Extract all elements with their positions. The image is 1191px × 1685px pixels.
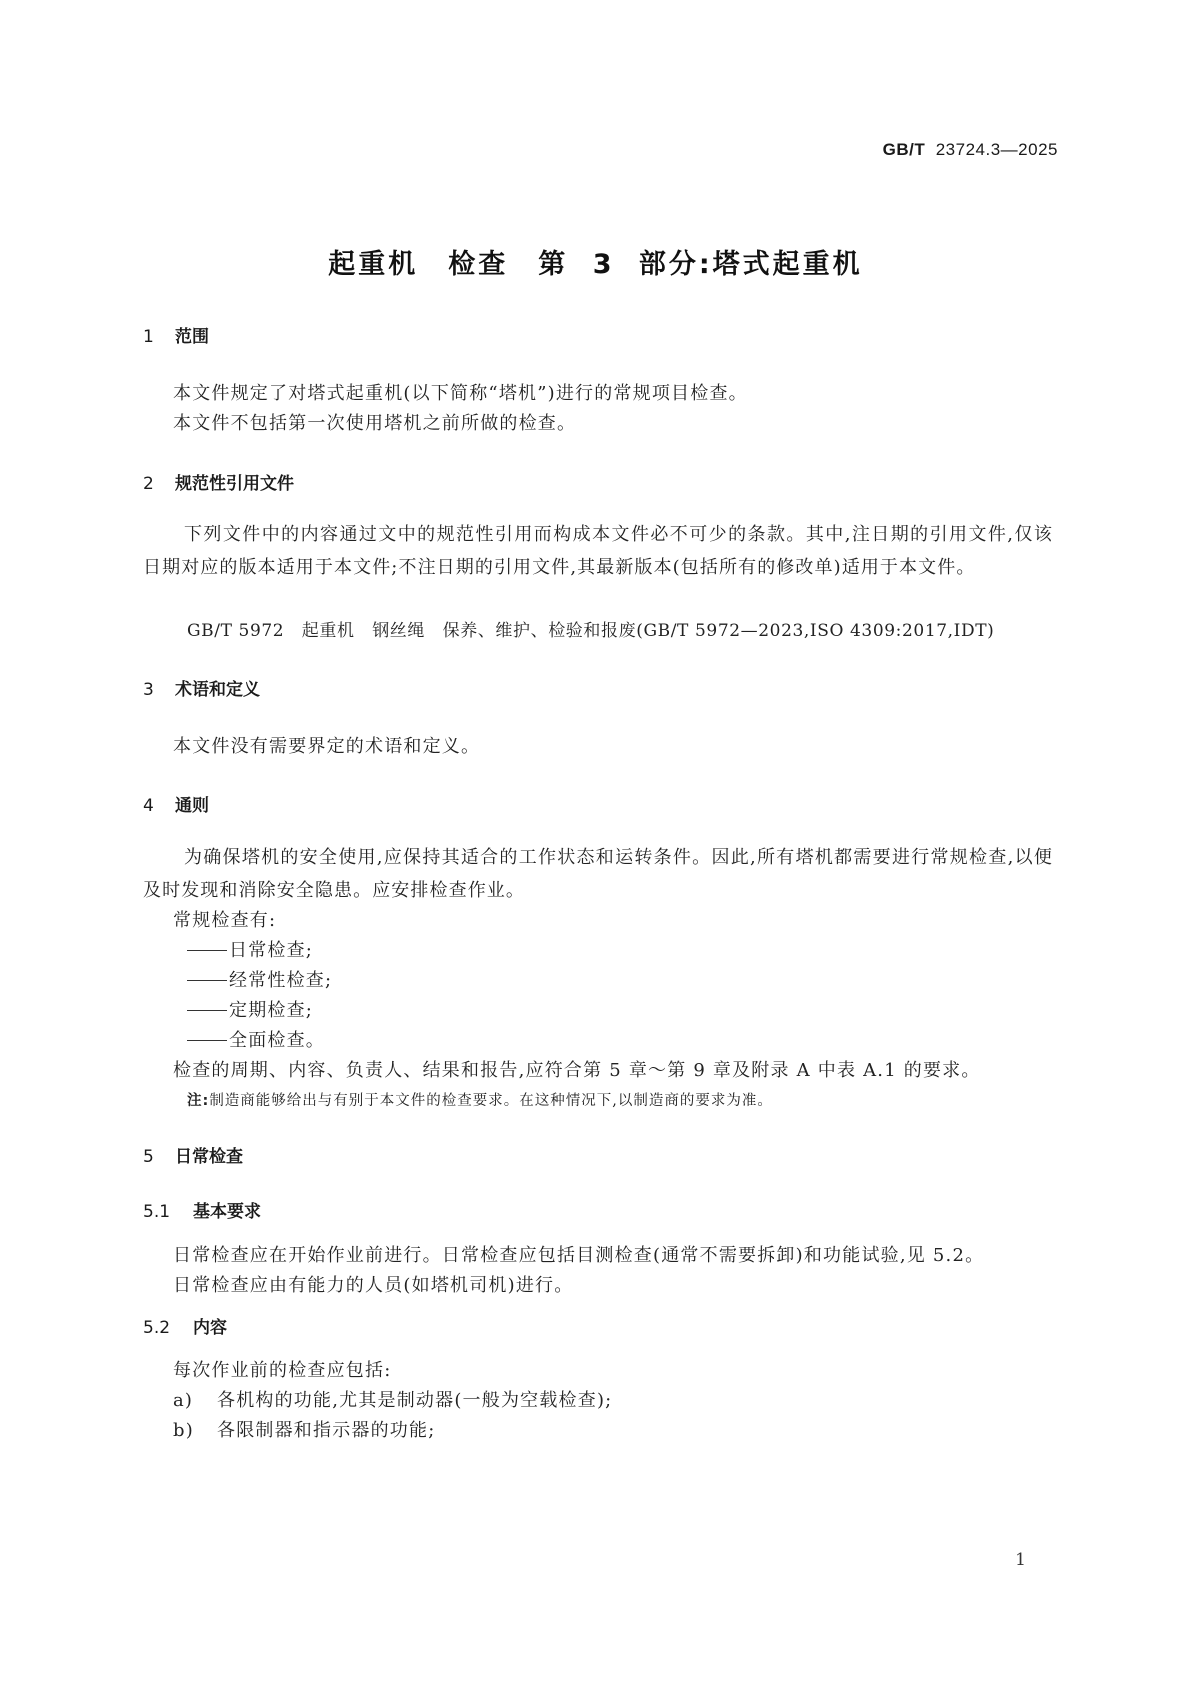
section-number: 1: [143, 327, 154, 347]
dash-marker: [187, 1040, 227, 1041]
list-item-text: 全面检查。: [229, 1030, 325, 1051]
section-2-heading: [143, 469, 294, 494]
section-title: 通则: [175, 796, 209, 816]
list-intro: 常规检查有:: [173, 910, 277, 931]
section-title: 术语和定义: [175, 680, 260, 700]
paragraph: 本文件不包括第一次使用塔机之前所做的检查。: [173, 413, 577, 434]
section-title: 规范性引用文件: [175, 474, 294, 494]
subsection-number: 5.1: [143, 1202, 171, 1222]
list-item-text: 日常检查;: [229, 940, 314, 961]
page-number: 1: [1015, 1550, 1026, 1570]
section-5-heading: [143, 1142, 243, 1167]
note-text: 制造商能够给出与有别于本文件的检查要求。在这种情况下,以制造商的要求为准。: [209, 1093, 773, 1109]
paragraph: 日常检查应由有能力的人员(如塔机司机)进行。: [173, 1275, 574, 1296]
paragraph: 本文件没有需要界定的术语和定义。: [173, 736, 481, 757]
subsection-5-1-heading: [143, 1197, 261, 1222]
list-item: [187, 1026, 325, 1052]
section-title: 范围: [175, 327, 209, 347]
normative-reference: GB/T 5972 起重机 钢丝绳 保养、维护、检验和报废(GB/T 5972—2023,ISO 4309:2017,IDT): [187, 621, 995, 641]
standard-code: [883, 140, 1058, 160]
paragraph: 检查的周期、内容、负责人、结果和报告,应符合第 5 章～第 9 章及附录 A 中表 A.1 的要求。: [173, 1060, 981, 1081]
paragraph: 日常检查应在开始作业前进行。日常检查应包括目测检查(通常不需要拆卸)和功能试验,见 5.2。: [173, 1245, 985, 1266]
subsection-5-2-heading: [143, 1313, 227, 1338]
list-item: [173, 1386, 612, 1412]
section-number: 5: [143, 1147, 154, 1167]
section-1-heading: [143, 322, 209, 347]
standard-prefix: GB/T: [882, 140, 926, 159]
section-4-heading: [143, 791, 209, 816]
dash-marker: [187, 1010, 227, 1011]
dash-marker: [187, 980, 227, 981]
list-item: [173, 1416, 435, 1442]
section-title: 日常检查: [175, 1147, 243, 1167]
paragraph: 为确保塔机的安全使用,应保持其适合的工作状态和运转条件。因此,所有塔机都需要进行常规检查,以便及时发现和消除安全隐患。应安排检查作业。: [143, 847, 1053, 901]
subsection-number: 5.2: [143, 1318, 171, 1338]
list-item-text: 定期检查;: [229, 1000, 314, 1021]
section-number: 3: [143, 680, 154, 700]
section-number: 4: [143, 796, 154, 816]
standard-number: 23724.3—2025: [935, 140, 1058, 159]
section-number: 2: [143, 474, 154, 494]
document-title: 起重机 检查 第 3 部分:塔式起重机: [328, 249, 863, 280]
section-3-heading: [143, 675, 260, 700]
dash-marker: [187, 950, 227, 951]
list-item-text: 各机构的功能,尤其是制动器(一般为空载检查);: [217, 1390, 613, 1411]
list-item: [187, 996, 313, 1022]
note: [187, 1089, 773, 1110]
subsection-title: 内容: [193, 1318, 227, 1338]
list-item-text: 各限制器和指示器的功能;: [217, 1420, 436, 1441]
paragraph: 本文件规定了对塔式起重机(以下简称“塔机”)进行的常规项目检查。: [173, 383, 748, 404]
list-item: [187, 936, 313, 962]
list-item: [187, 966, 332, 992]
subsection-title: 基本要求: [193, 1202, 261, 1222]
paragraph: 下列文件中的内容通过文中的规范性引用而构成本文件必不可少的条款。其中,注日期的引用文件,仅该日期对应的版本适用于本文件;不注日期的引用文件,其最新版本(包括所有的修改单)适用于本文件。: [143, 524, 1053, 578]
note-label: 注:: [187, 1093, 210, 1109]
paragraph: 每次作业前的检查应包括:: [173, 1360, 392, 1381]
list-marker: b): [173, 1420, 194, 1441]
list-marker: a): [173, 1390, 194, 1411]
list-item-text: 经常性检查;: [229, 970, 333, 991]
